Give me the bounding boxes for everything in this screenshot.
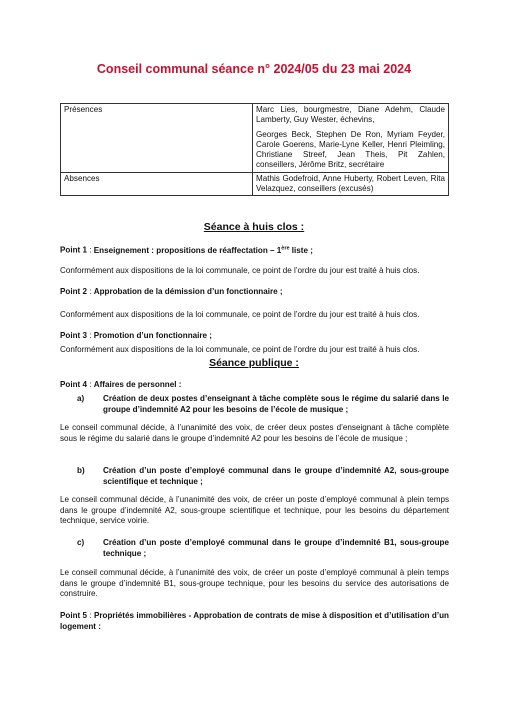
item-b-letter: b)	[77, 466, 85, 475]
publique-heading: Séance publique :	[209, 357, 299, 369]
point4-title: Affaires de personnel :	[93, 380, 182, 389]
presences-label: Présences	[61, 104, 253, 173]
item-a-title: Création de deux postes d’enseignant à tâche complète sous le régime du salarié dans le groupe d’indemnité A2 pour les besoins de l’école de musique ;	[103, 394, 449, 414]
item-a-text: Le conseil communal décide, à l’unanimité des voix, de créer deux postes d’enseignant à tâche complète sous le régime du salarié dans le groupe d’indemnité A2 pour les besoins de l’école de musique ;	[60, 423, 449, 443]
item-c-text: Le conseil communal décide, à l’unanimité des voix, de créer un poste d’employé communal à plein temps dans le groupe d’indemnité B1, sous-groupe technique, pour les besoins du service des autorisations de construire.	[60, 568, 449, 599]
presences-college: Marc Lies, bourgmestre, Diane Adehm, Claude Lamberty, Guy Wester, échevins,	[256, 105, 445, 125]
point2-heading: Point 2 : Approbation de la démission d’un fonctionnaire ;	[60, 287, 283, 296]
point3-title: Promotion d’un fonctionnaire ;	[93, 331, 212, 340]
point5-heading: Point 5 : Propriétés immobilières - Approbation de contrats de mise à disposition et d’utilisation d’un logement :	[60, 611, 449, 631]
point4-label: Point 4	[60, 380, 87, 389]
item-a-heading	[77, 394, 449, 415]
point1-label: Point 1	[60, 245, 87, 255]
point5-title: Propriétés immobilières - Approbation de contrats de mise à disposition et d’utilisation d’un logement :	[60, 611, 449, 631]
item-b-title: Création d’un poste d’employé communal dans le groupe d’indemnité A2, sous-groupe scientifique et technique ;	[103, 466, 449, 486]
absences-row	[61, 172, 449, 196]
presences-row	[61, 104, 449, 173]
absences-label: Absences	[61, 172, 253, 196]
point3-text: Conformément aux dispositions de la loi communale, ce point de l’ordre du jour est traité à huis clos.	[60, 345, 420, 354]
absences-value: Mathis Godefroid, Anne Huberty, Robert Leven, Rita Velazquez, conseillers (excusés)	[253, 172, 449, 196]
item-a-letter: a)	[77, 394, 85, 403]
presences-value	[253, 104, 449, 173]
point1-sup: ère	[281, 245, 290, 251]
item-c-heading	[77, 538, 449, 559]
point5-label: Point 5	[60, 611, 88, 620]
point1-heading: Point 1 : Enseignement : propositions de réaffectation – 1ère liste ;	[60, 245, 313, 255]
item-b-text: Le conseil communal décide, à l’unanimité des voix, de créer un poste d’employé communal à plein temps dans le groupe d’indemnité A2, sous-groupe scientifique et technique, pour les besoins du département technique, service voirie.	[60, 495, 449, 526]
point4-heading: Point 4 : Affaires de personnel :	[60, 380, 182, 389]
point2-text: Conformément aux dispositions de la loi communale, ce point de l’ordre du jour est traité à huis clos.	[60, 310, 420, 319]
attendance-table	[60, 103, 449, 196]
point3-label: Point 3	[60, 331, 87, 340]
point1-text: Conformément aux dispositions de la loi communale, ce point de l’ordre du jour est traité à huis clos.	[60, 266, 420, 275]
item-c-title: Création d’un poste d’employé communal dans le groupe d’indemnité B1, sous-groupe technique ;	[103, 538, 449, 558]
point3-heading: Point 3 : Promotion d’un fonctionnaire ;	[60, 331, 212, 340]
huis-clos-heading: Séance à huis clos :	[203, 221, 305, 233]
point1-title: Enseignement : propositions de réaffectation – 1	[93, 245, 282, 255]
presences-council: Georges Beck, Stephen De Ron, Myriam Feyder, Carole Goerens, Marie-Lyne Keller, Henri Pleimling, Christiane Streef, Jean Theis, Pit Zahlen, conseillers, Jérôme Britz, secrétaire	[256, 129, 445, 170]
item-c-letter: c)	[77, 538, 85, 547]
point2-label: Point 2	[60, 287, 87, 296]
document-title: Conseil communal séance n° 2024/05 du 23 mai 2024	[96, 62, 412, 76]
item-b-heading	[77, 466, 449, 487]
point1-tail: liste ;	[289, 245, 313, 255]
point2-title: Approbation de la démission d’un fonctionnaire ;	[93, 287, 283, 296]
